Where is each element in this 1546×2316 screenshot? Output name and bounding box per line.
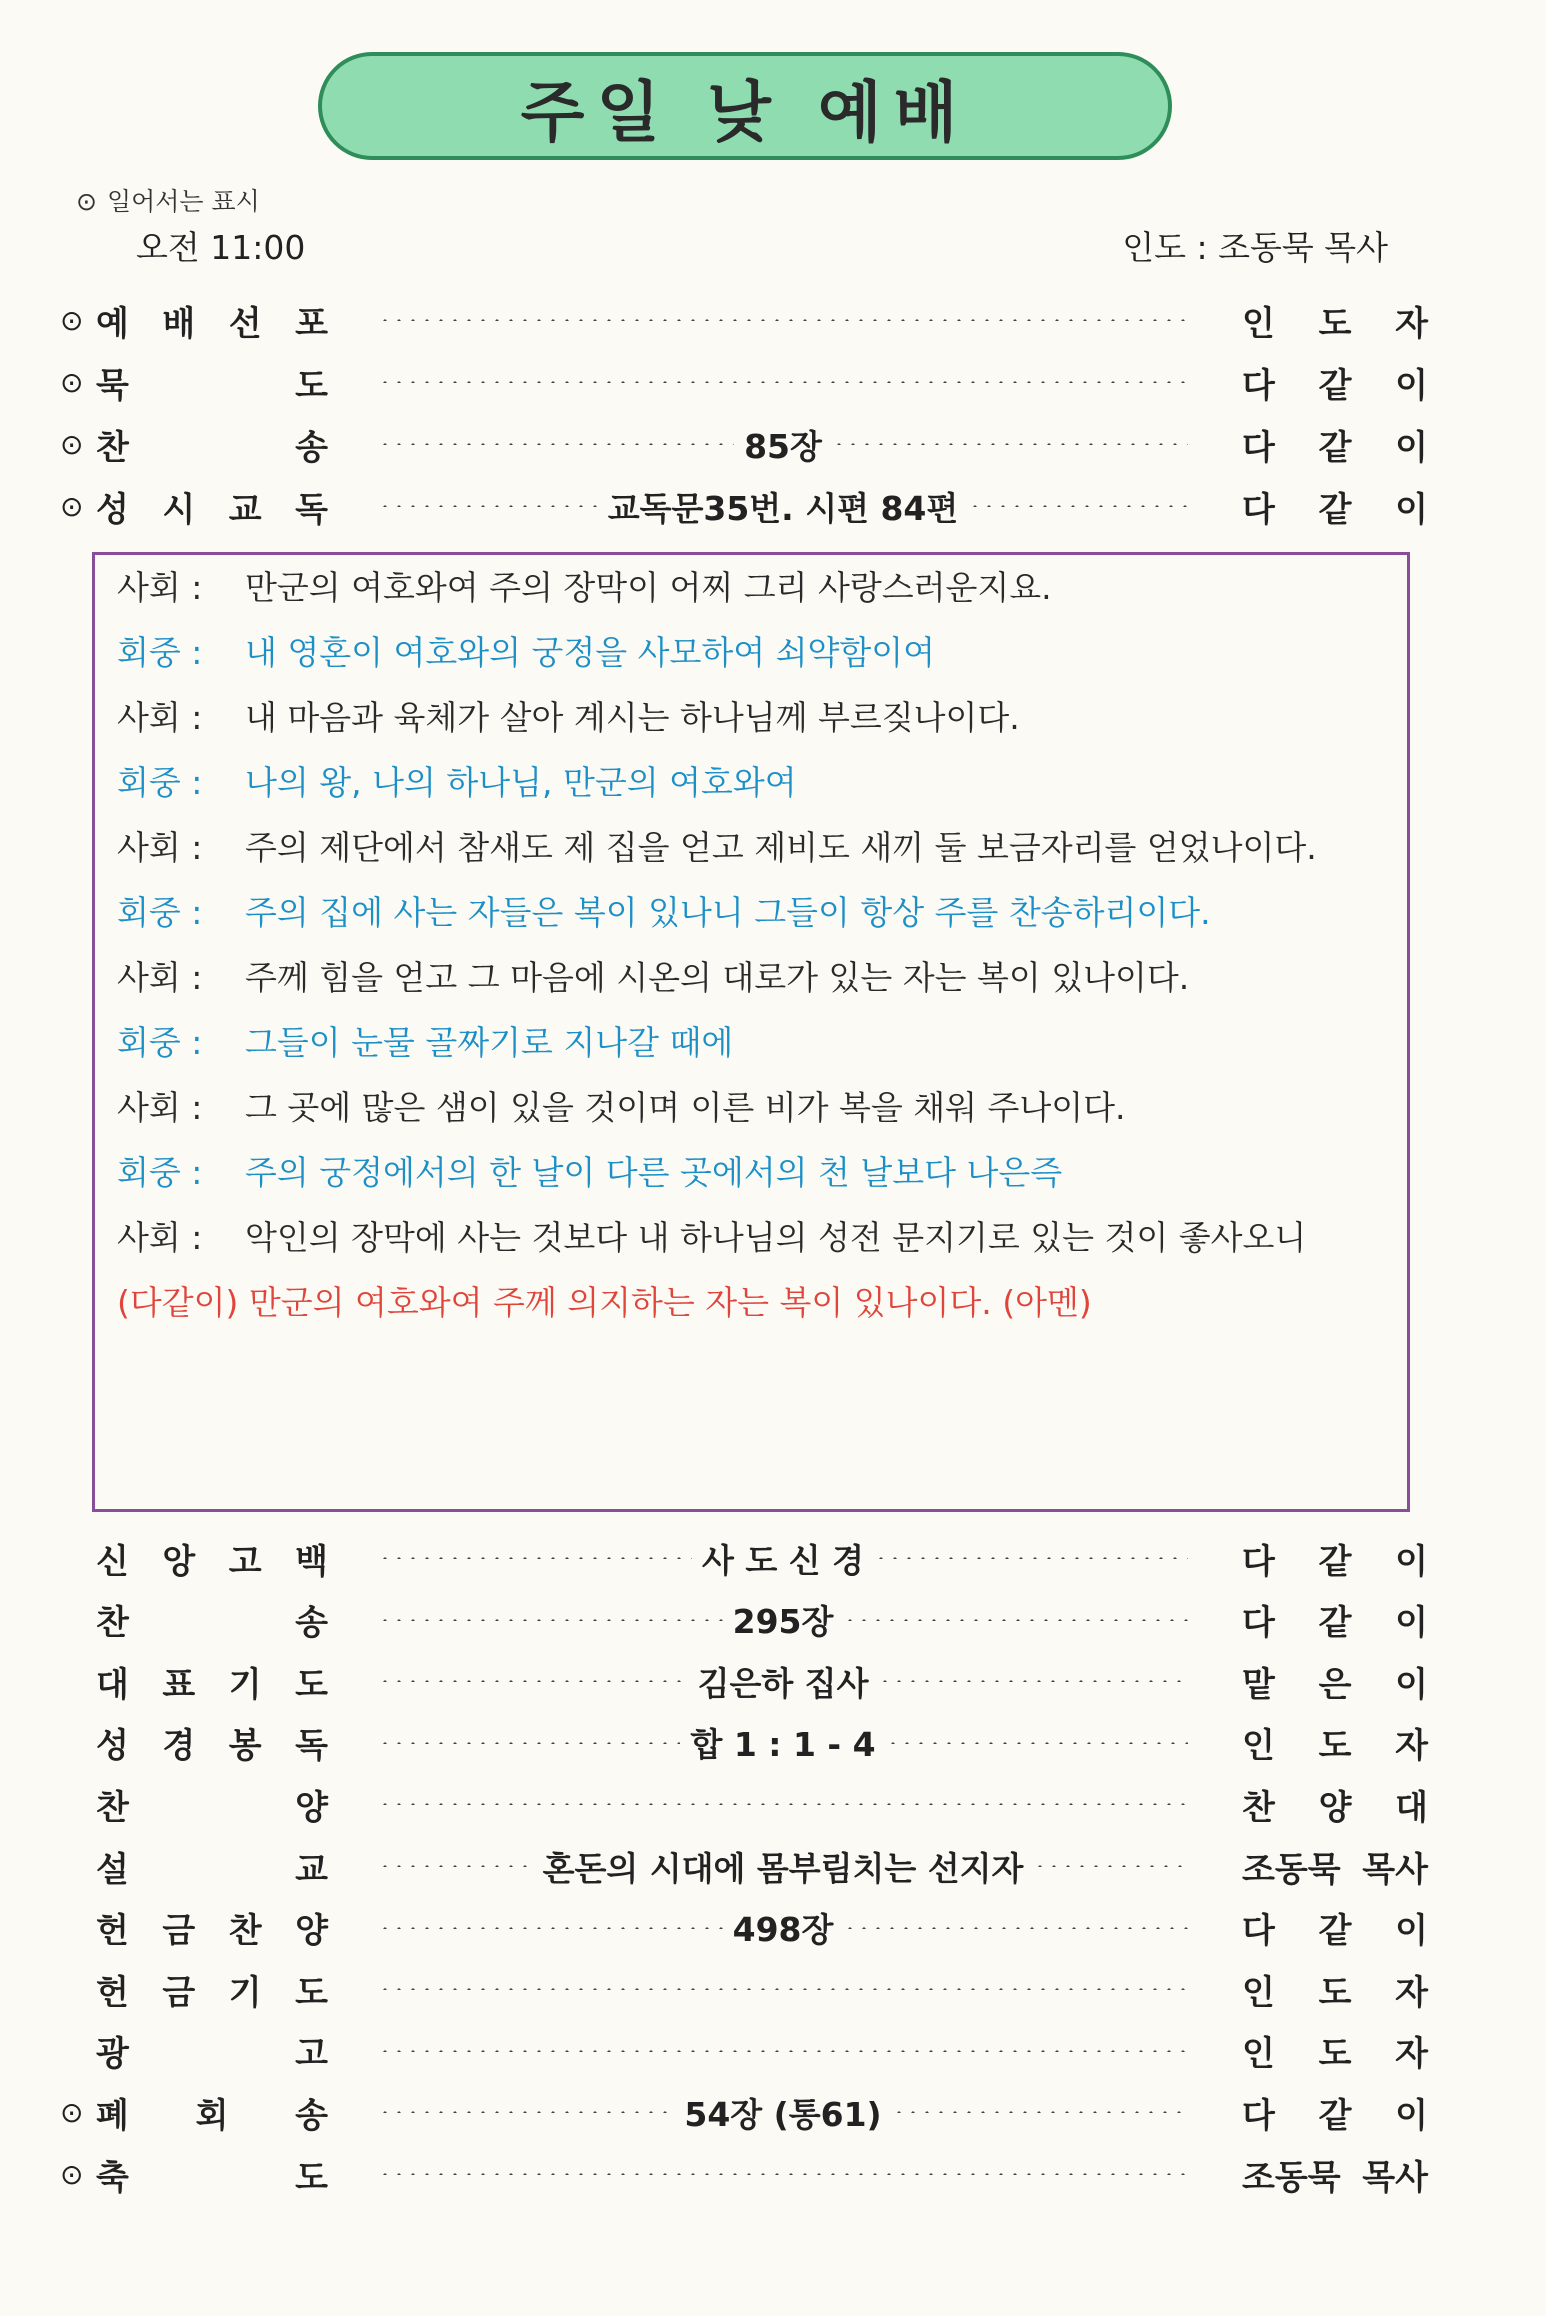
congregation-line (117, 894, 1387, 931)
order-row (60, 1715, 1440, 1771)
standing-mark-icon: ⊙ (76, 187, 97, 216)
order-item-responsible: 인 도 자 (1242, 2034, 1428, 2075)
order-item-middle (368, 2084, 1198, 2140)
order-item-responsible: 찬 양 대 (1242, 1787, 1428, 1828)
order-item-middle (368, 2023, 1198, 2079)
speaker-label: 사회 : (117, 828, 203, 867)
order-item-label: 헌 금 찬 양 (96, 1911, 328, 1952)
speaker-label: 회중 : (117, 1023, 203, 1062)
order-item-middle (368, 292, 1198, 348)
order-item-content: 54장 (통61) (684, 2094, 882, 2134)
order-item-middle (368, 1776, 1198, 1832)
dot-leader (378, 1865, 533, 1867)
dot-leader (378, 505, 598, 507)
order-row (60, 1961, 1440, 2017)
order-item-middle (368, 1715, 1198, 1771)
order-item-content: 김은하 집사 (697, 1663, 869, 1703)
dot-leader (378, 319, 1188, 321)
leader-line (117, 1089, 1387, 1126)
standing-mark-icon: ⊙ (60, 365, 84, 399)
order-item-content: 498장 (732, 1910, 834, 1950)
order-row (60, 1592, 1440, 1648)
dot-leader (378, 1619, 723, 1621)
order-item-label: 성 경 봉 독 (96, 1726, 328, 1767)
order-item-middle (368, 478, 1198, 534)
standing-legend-text: 일어서는 표시 (106, 187, 260, 216)
speaker-label: 사회 : (117, 698, 203, 737)
dot-leader (886, 1742, 1188, 1744)
order-item-content: 교독문35번. 시편 84편 (607, 488, 959, 528)
congregation-line (117, 634, 1387, 671)
standing-mark-icon: ⊙ (60, 2157, 84, 2191)
order-row (60, 2023, 1440, 2079)
order-row (60, 354, 1440, 410)
reading-text: 내 영혼이 여호와의 궁정을 사모하여 쇠약함이여 (245, 633, 936, 672)
congregation-line (117, 1154, 1387, 1191)
dot-leader (832, 443, 1188, 445)
leader-line (117, 829, 1387, 866)
order-item-content: 혼돈의 시대에 몸부림치는 선지자 (542, 1848, 1024, 1888)
congregation-line (117, 764, 1387, 801)
speaker-label: 회중 : (117, 763, 203, 802)
order-row (60, 2146, 1440, 2202)
speaker-label: 회중 : (117, 893, 203, 932)
speaker-label: 사회 : (117, 1218, 203, 1257)
order-item-content: 합 1 : 1 - 4 (690, 1725, 876, 1765)
speaker-label: 회중 : (117, 1153, 203, 1192)
order-item-label: 설 교 (96, 1849, 328, 1890)
order-item-responsible: 다 같 이 (1242, 427, 1428, 468)
leader-line (117, 569, 1387, 606)
speaker-label: 회중 : (117, 633, 203, 672)
dot-leader (378, 1803, 1188, 1805)
standing-mark-icon: ⊙ (60, 2095, 84, 2129)
reading-text: 주의 궁정에서의 한 날이 다른 곳에서의 천 날보다 나은즉 (245, 1153, 1063, 1192)
congregation-line (117, 1024, 1387, 1061)
reading-text: 주의 집에 사는 자들은 복이 있나니 그들이 항상 주를 찬송하리이다. (245, 893, 1211, 932)
order-item-label: 성 시 교 독 (96, 489, 328, 530)
order-item-label: 대 표 기 도 (96, 1664, 328, 1705)
reading-text: 주께 힘을 얻고 그 마음에 시온의 대로가 있는 자는 복이 있나이다. (245, 958, 1190, 997)
order-item-label: 찬 송 (96, 1603, 328, 1644)
order-item-middle (368, 1838, 1198, 1894)
order-item-middle (368, 1900, 1198, 1956)
leader-line (117, 1219, 1387, 1256)
order-row (60, 1653, 1440, 1709)
dot-leader (892, 2111, 1188, 2113)
dot-leader (378, 1742, 680, 1744)
order-item-content: 295장 (732, 1602, 834, 1642)
speaker-label: 사회 : (117, 568, 203, 607)
dot-leader (378, 2111, 674, 2113)
reading-text: 주의 제단에서 참새도 제 집을 얻고 제비도 새끼 둘 보금자리를 얻었나이다. (245, 828, 1317, 867)
order-row (60, 1900, 1440, 1956)
dot-leader (378, 443, 734, 445)
leader-line (117, 959, 1387, 996)
order-item-middle (368, 1961, 1198, 2017)
dot-leader (378, 1557, 692, 1559)
order-item-responsible: 다 같 이 (1242, 2095, 1428, 2136)
reading-text: 만군의 여호와여 주의 장막이 어찌 그리 사랑스러운지요. (245, 568, 1052, 607)
order-item-responsible: 다 같 이 (1242, 489, 1428, 530)
order-item-middle (368, 1653, 1198, 1709)
dot-leader (843, 1927, 1188, 1929)
order-row (60, 292, 1440, 348)
order-item-label: 찬 양 (96, 1787, 328, 1828)
order-item-label: 광 고 (96, 2034, 328, 2075)
standing-mark-icon: ⊙ (60, 489, 84, 523)
order-item-responsible: 다 같 이 (1242, 1603, 1428, 1644)
order-row (60, 1530, 1440, 1586)
order-item-content: 사 도 신 경 (702, 1540, 864, 1580)
order-row (60, 2084, 1440, 2140)
reading-text: 그 곳에 많은 샘이 있을 것이며 이른 비가 복을 채워 주나이다. (245, 1088, 1126, 1127)
reading-text: 악인의 장막에 사는 것보다 내 하나님의 성전 문지기로 있는 것이 좋사오니 (245, 1218, 1307, 1257)
dot-leader (378, 2050, 1188, 2052)
standing-mark-icon: ⊙ (60, 427, 84, 461)
standing-mark-icon: ⊙ (60, 303, 84, 337)
dot-leader (968, 505, 1188, 507)
reading-text: 그들이 눈물 골짜기로 지나갈 때에 (245, 1023, 734, 1062)
order-row (60, 1838, 1440, 1894)
order-item-label: 예 배 선 포 (96, 303, 328, 344)
order-item-responsible: 인 도 자 (1242, 303, 1428, 344)
order-item-label: 묵 도 (96, 365, 328, 406)
dot-leader (378, 1927, 723, 1929)
order-item-label: 헌 금 기 도 (96, 1972, 328, 2013)
service-time: 오전 11:00 (136, 228, 306, 267)
responsive-reading-box (92, 552, 1410, 1512)
reading-text: 내 마음과 육체가 살아 계시는 하나님께 부르짖나이다. (245, 698, 1020, 737)
order-item-responsible: 조동묵 목사 (1242, 1849, 1428, 1890)
order-item-label: 폐 회 송 (96, 2095, 328, 2136)
dot-leader (1033, 1865, 1188, 1867)
unison-line (117, 1284, 1387, 1321)
order-item-label: 신 앙 고 백 (96, 1541, 328, 1582)
reading-text: 나의 왕, 나의 하나님, 만군의 여호와여 (245, 763, 797, 802)
order-row (60, 478, 1440, 534)
dot-leader (378, 1988, 1188, 1990)
order-item-label: 찬 송 (96, 427, 328, 468)
dot-leader (874, 1557, 1188, 1559)
order-item-middle (368, 1530, 1198, 1586)
dot-leader (843, 1619, 1188, 1621)
order-item-responsible: 인 도 자 (1242, 1972, 1428, 2013)
title-banner (318, 52, 1172, 160)
order-item-responsible: 맡 은 이 (1242, 1664, 1428, 1705)
order-item-middle (368, 2146, 1198, 2202)
standing-legend (76, 182, 260, 218)
order-row (60, 1776, 1440, 1832)
order-item-responsible: 다 같 이 (1242, 365, 1428, 406)
order-item-middle (368, 354, 1198, 410)
order-row (60, 416, 1440, 472)
order-item-content: 85장 (744, 426, 822, 466)
reading-text: (다같이) 만군의 여호와여 주께 의지하는 자는 복이 있나이다. (아멘) (117, 1283, 1092, 1322)
order-item-responsible: 다 같 이 (1242, 1541, 1428, 1582)
dot-leader (378, 1680, 688, 1682)
order-item-label: 축 도 (96, 2157, 328, 2198)
order-item-middle (368, 1592, 1198, 1648)
dot-leader (378, 2173, 1188, 2175)
page-title: 주일 낮 예배 (520, 73, 970, 151)
dot-leader (878, 1680, 1188, 1682)
order-item-responsible: 조동묵 목사 (1242, 2157, 1428, 2198)
order-item-responsible: 다 같 이 (1242, 1911, 1428, 1952)
order-item-responsible: 인 도 자 (1242, 1726, 1428, 1767)
speaker-label: 사회 : (117, 1088, 203, 1127)
order-item-middle (368, 416, 1198, 472)
service-leader: 인도 : 조동묵 목사 (1122, 228, 1388, 267)
speaker-label: 사회 : (117, 958, 203, 997)
leader-line (117, 699, 1387, 736)
dot-leader (378, 381, 1188, 383)
